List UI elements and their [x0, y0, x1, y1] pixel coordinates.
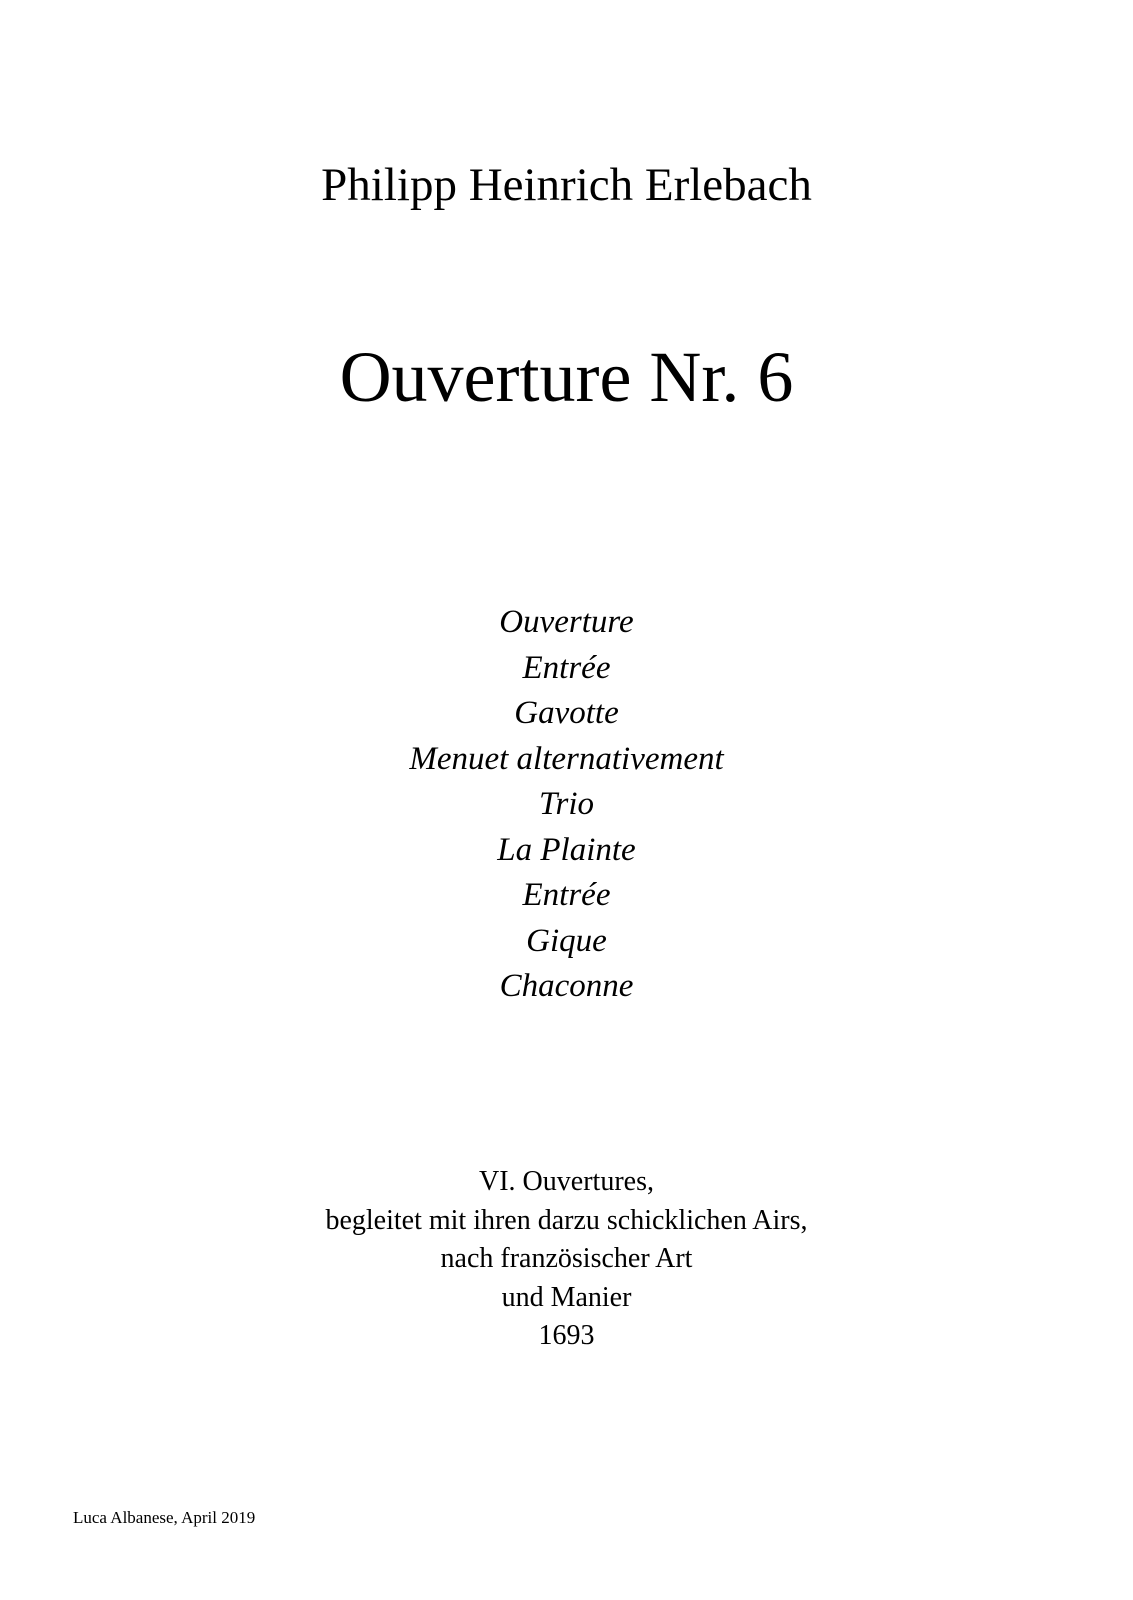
source-line: VI. Ouvertures,	[479, 1166, 654, 1197]
movement-item: Gique	[526, 922, 607, 959]
work-title: Ouverture Nr. 6	[339, 337, 794, 417]
movement-item: Gavotte	[514, 695, 619, 731]
movement-item: La Plainte	[497, 831, 636, 868]
movement-item: Trio	[538, 786, 595, 822]
editor-credit: Luca Albanese, April 2019	[73, 1508, 256, 1527]
movement-item: Chaconne	[499, 968, 634, 1004]
movement-item: Entrée	[522, 649, 611, 686]
movement-item: Ouverture	[499, 604, 634, 640]
source-line: begleitet mit ihren darzu schicklichen Airs,	[325, 1204, 808, 1236]
source-year: 1693	[538, 1320, 595, 1351]
source-line: nach französischer Art	[440, 1243, 693, 1274]
movement-list	[0, 600, 1133, 1010]
source-line: und Manier	[501, 1281, 632, 1313]
composer-name: Philipp Heinrich Erlebach	[321, 159, 812, 211]
source-description	[0, 1163, 1133, 1356]
movement-item: Entrée	[522, 877, 611, 913]
movement-item: Menuet alternativement	[409, 740, 724, 777]
